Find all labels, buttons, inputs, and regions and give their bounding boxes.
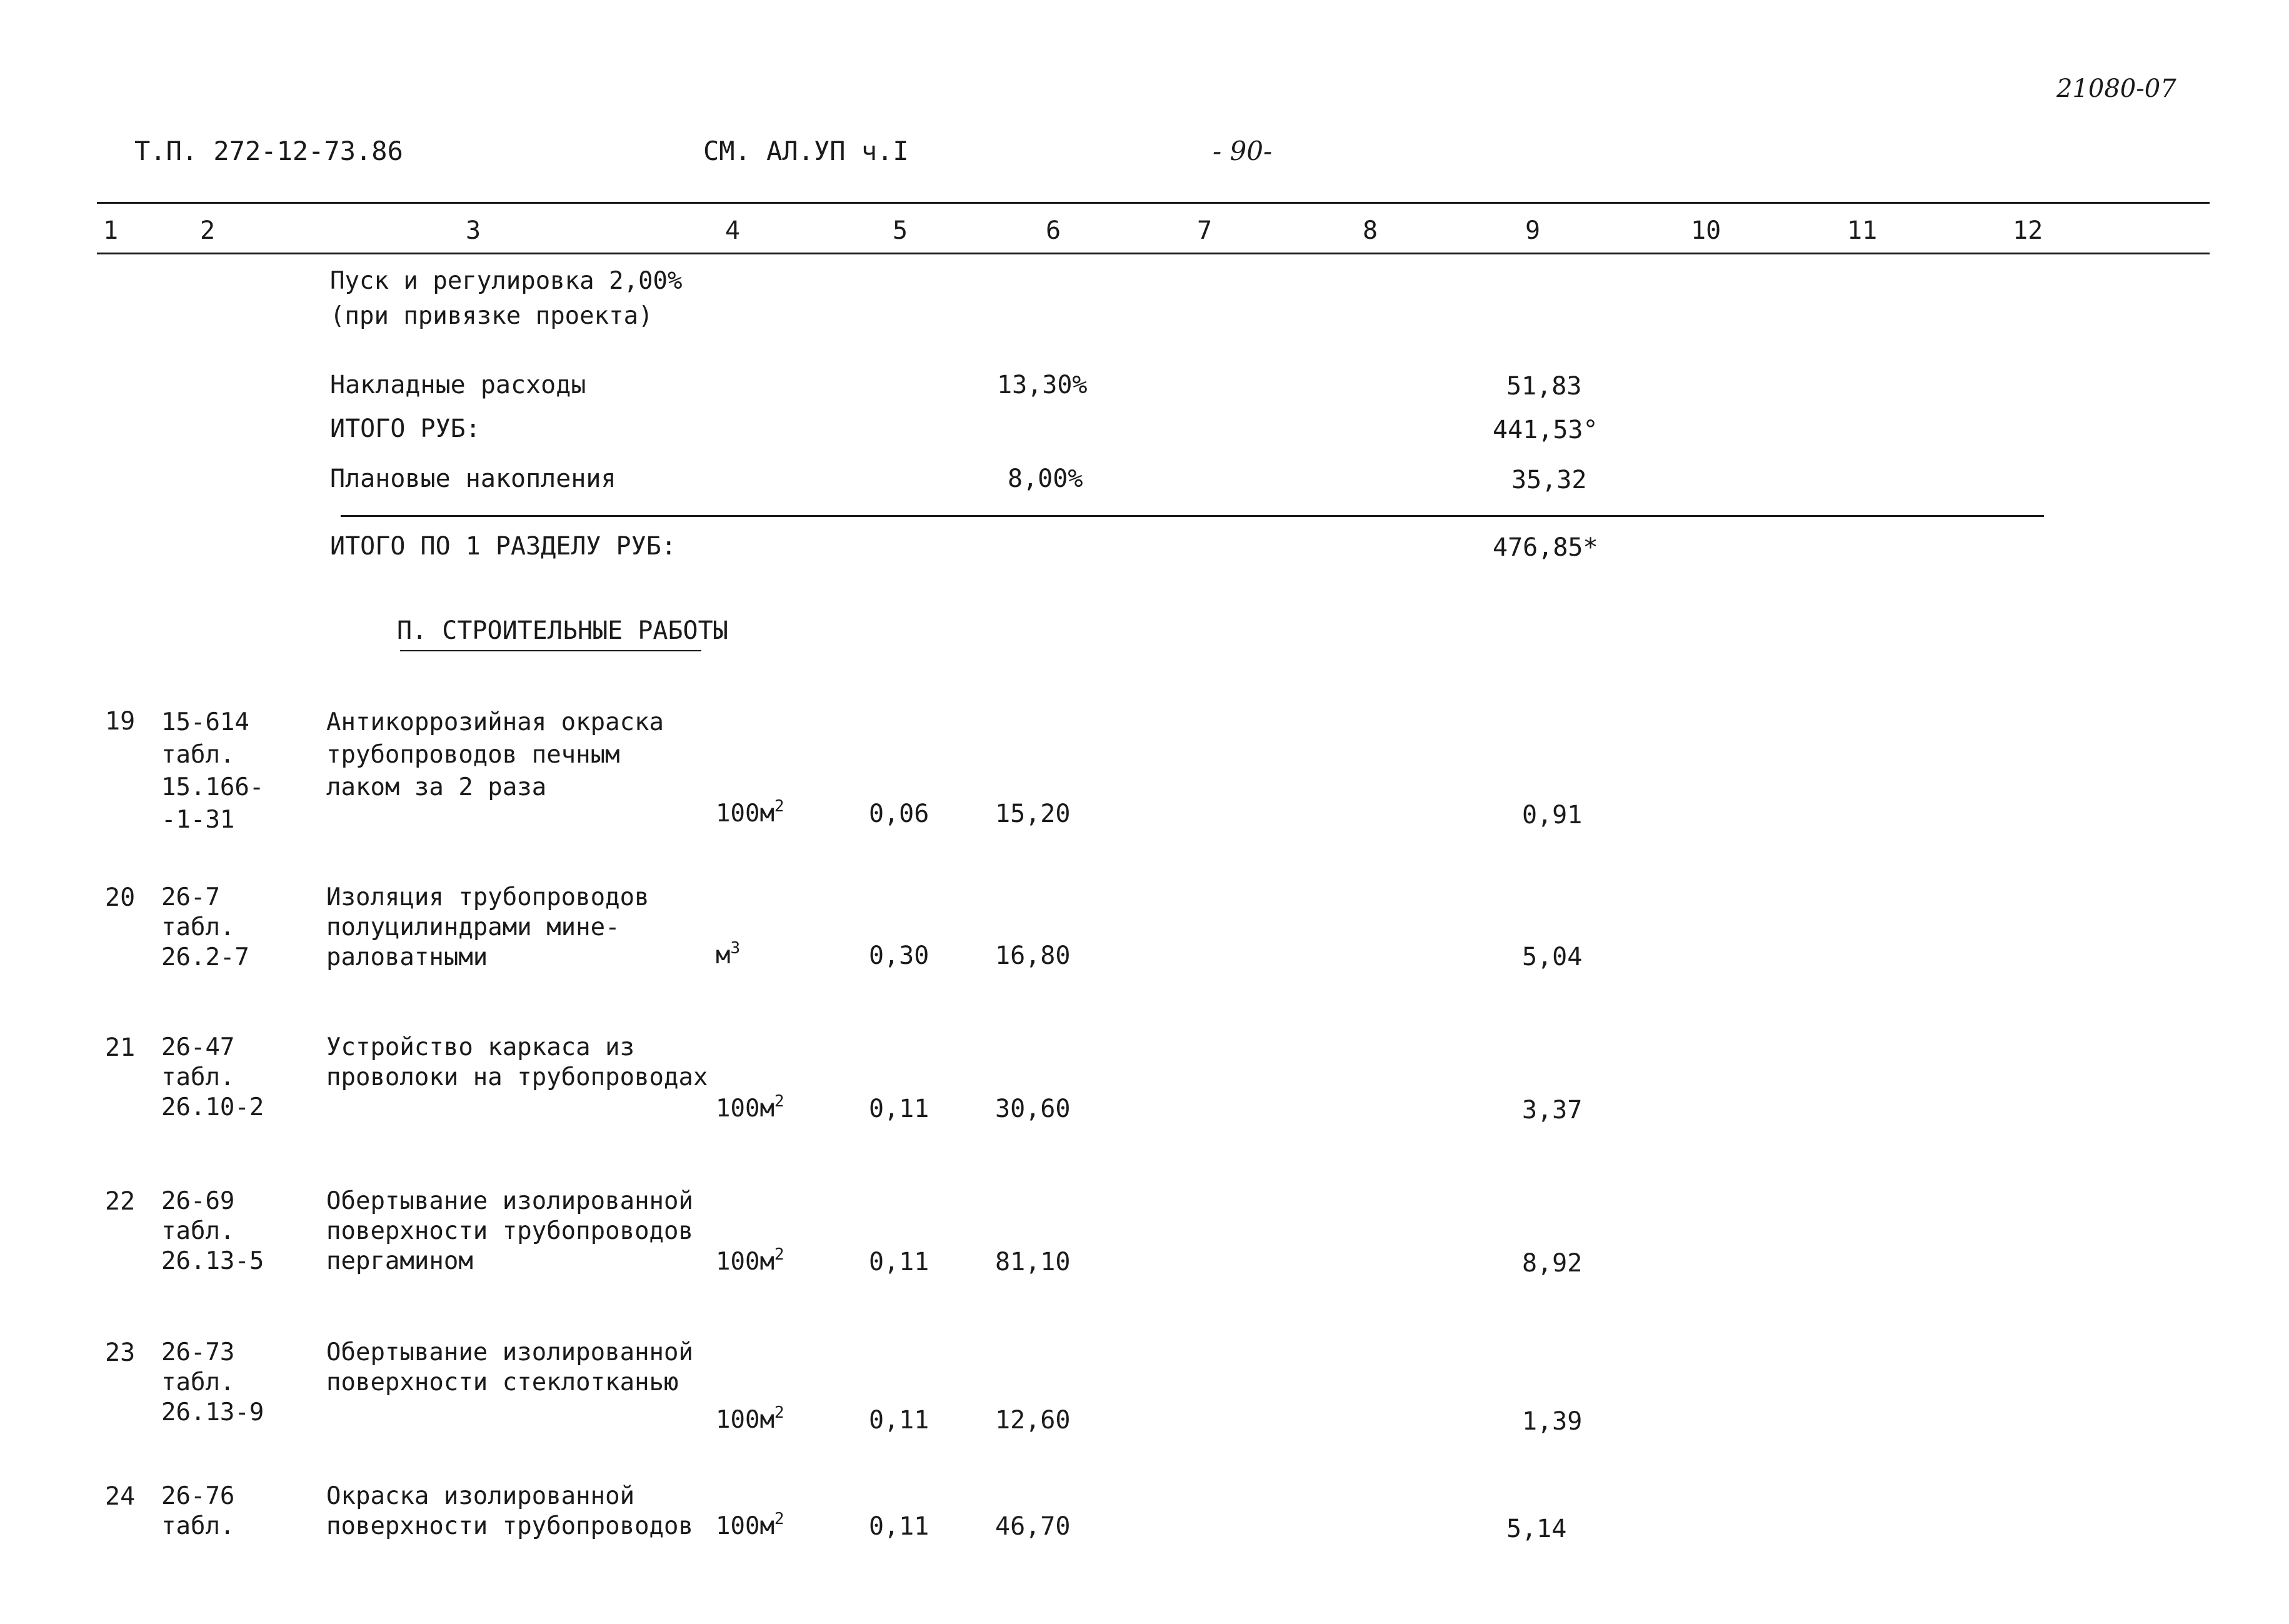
row-code: 26-73 табл. 26.13-9 bbox=[161, 1338, 264, 1426]
overhead-sum: 51,83 bbox=[1506, 372, 1582, 401]
planned-savings-sum: 35,32 bbox=[1511, 466, 1587, 494]
row-total: 3,37 bbox=[1522, 1096, 1583, 1125]
row-number: 22 bbox=[105, 1187, 136, 1216]
page-number: - 90- bbox=[1213, 136, 1273, 166]
row-quantity: 0,11 bbox=[869, 1248, 929, 1276]
row-description: Антикоррозийная окраска трубопроводов печным лаком за 2 раза bbox=[326, 708, 664, 801]
total-label: ИТОГО РУБ: bbox=[330, 414, 481, 443]
row-number: 21 bbox=[105, 1033, 136, 1062]
column-number: 11 bbox=[1847, 216, 1878, 245]
row-unit-price: 12,60 bbox=[995, 1406, 1071, 1435]
row-code: 26-69 табл. 26.13-5 bbox=[161, 1187, 264, 1275]
overhead-label: Накладные расходы bbox=[330, 371, 586, 399]
row-unit: $100м^2$ bbox=[716, 797, 784, 828]
startup-adjustment-label: Пуск и регулировка 2,00% (при привязке проекта) bbox=[330, 267, 683, 330]
section-1-total-label: ИТОГО ПО 1 РАЗДЕЛУ РУБ: bbox=[330, 532, 676, 561]
row-code: 26-7 табл. 26.2-7 bbox=[161, 883, 249, 971]
row-unit-price: 15,20 bbox=[995, 799, 1071, 828]
summary-divider bbox=[341, 515, 2044, 517]
column-number: 7 bbox=[1197, 216, 1213, 245]
row-code: 15-614 табл. 15.166- -1-31 bbox=[161, 708, 264, 834]
row-unit-price: 46,70 bbox=[995, 1512, 1071, 1541]
column-number: 5 bbox=[893, 216, 908, 245]
section-2-title-underline bbox=[400, 650, 701, 651]
header-top-rule bbox=[97, 202, 2210, 204]
row-quantity: 0,06 bbox=[869, 799, 929, 828]
row-total: 0,91 bbox=[1522, 801, 1583, 830]
row-quantity: 0,30 bbox=[869, 941, 929, 970]
overhead-rate: 13,30% bbox=[997, 371, 1088, 399]
row-unit-price: 30,60 bbox=[995, 1095, 1071, 1123]
row-quantity: 0,11 bbox=[869, 1406, 929, 1435]
header-bottom-rule bbox=[97, 253, 2210, 254]
section-2-title: П. СТРОИТЕЛЬНЫЕ РАБОТЫ bbox=[397, 616, 728, 645]
row-number: 23 bbox=[105, 1338, 136, 1367]
row-unit: $100м^2$ bbox=[716, 1510, 784, 1540]
section-1-total-sum: 476,85* bbox=[1493, 533, 1598, 562]
document-code: Т.П. 272-12-73.86 bbox=[134, 136, 403, 166]
column-number: 3 bbox=[466, 216, 481, 245]
column-number: 10 bbox=[1691, 216, 1721, 245]
row-description: Обертывание изолированной поверхности трубопроводов пергамином bbox=[326, 1187, 693, 1275]
row-unit-price: 16,80 bbox=[995, 941, 1071, 970]
row-quantity: 0,11 bbox=[869, 1095, 929, 1123]
row-description: Устройство каркаса из проволоки на трубопроводах bbox=[326, 1033, 708, 1091]
planned-savings-rate: 8,00% bbox=[1008, 464, 1083, 493]
column-number: 9 bbox=[1525, 216, 1541, 245]
total-sum: 441,53° bbox=[1493, 416, 1598, 444]
column-number: 12 bbox=[2013, 216, 2043, 245]
row-number: 20 bbox=[105, 883, 136, 912]
row-description: Обертывание изолированной поверхности стеклотканью bbox=[326, 1338, 693, 1396]
row-description: Изоляция трубопроводов полуцилиндрами мине- раловатными bbox=[326, 883, 649, 971]
row-number: 19 bbox=[105, 707, 136, 736]
row-unit: $м^3$ bbox=[716, 939, 741, 970]
row-unit: $100м^2$ bbox=[716, 1245, 784, 1276]
row-total: 5,04 bbox=[1522, 943, 1583, 971]
row-total: 8,92 bbox=[1522, 1249, 1583, 1278]
row-code: 26-47 табл. 26.10-2 bbox=[161, 1033, 264, 1121]
row-unit-price: 81,10 bbox=[995, 1248, 1071, 1276]
planned-savings-label: Плановые накопления bbox=[330, 464, 616, 493]
column-number: 8 bbox=[1363, 216, 1378, 245]
row-quantity: 0,11 bbox=[869, 1512, 929, 1541]
row-unit: $100м^2$ bbox=[716, 1403, 784, 1434]
archive-stamp: 21080-07 bbox=[2056, 74, 2176, 103]
row-code: 26-76 табл. bbox=[161, 1482, 235, 1540]
row-number: 24 bbox=[105, 1482, 136, 1511]
column-number: 2 bbox=[200, 216, 216, 245]
row-total: 5,14 bbox=[1506, 1515, 1567, 1543]
row-total: 1,39 bbox=[1522, 1407, 1583, 1436]
album-reference: СМ. АЛ.УП ч.I bbox=[703, 136, 909, 166]
column-number: 4 bbox=[725, 216, 741, 245]
column-number: 1 bbox=[103, 216, 119, 245]
row-unit: $100м^2$ bbox=[716, 1092, 784, 1123]
column-number: 6 bbox=[1046, 216, 1061, 245]
row-description: Окраска изолированной поверхности трубопроводов bbox=[326, 1482, 693, 1540]
